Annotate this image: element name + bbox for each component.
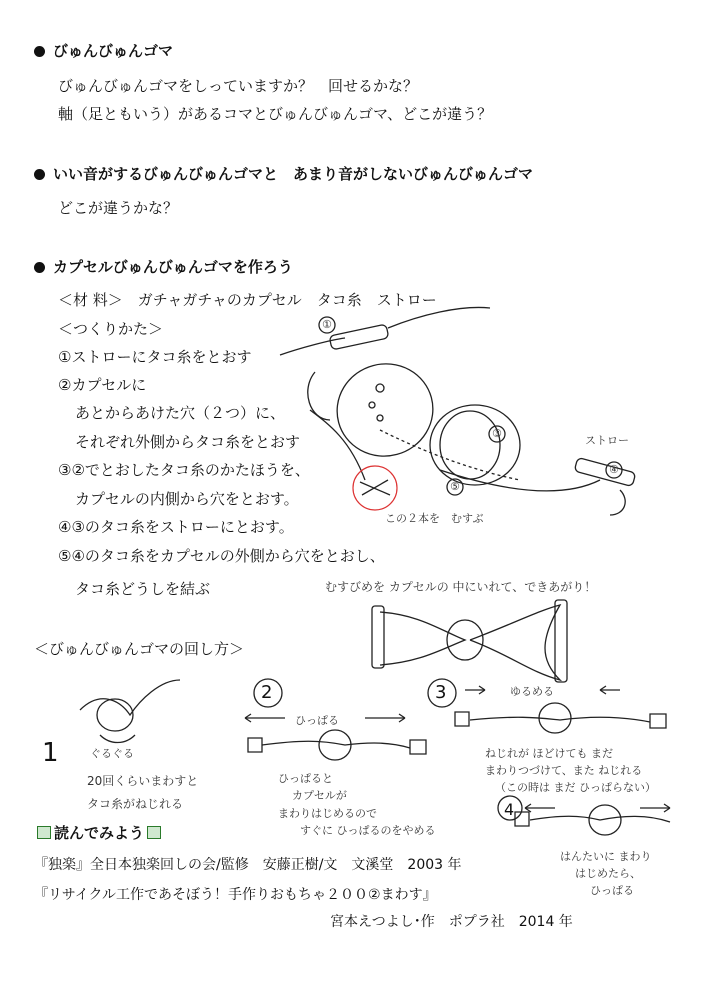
step-line: ①ストローにタコ糸をとおす xyxy=(58,348,252,366)
section-heading-2 xyxy=(34,163,533,184)
step4-text-a: はんたいに まわり xyxy=(560,850,652,863)
step-line: タコ糸どうしを結ぶ xyxy=(75,580,211,598)
step2-text-b: カプセルが xyxy=(292,789,347,802)
step-line: ④③のタコ糸をストローにとおす。 xyxy=(58,518,294,536)
section1-line1: びゅんびゅんゴマをしっていますか？ 回せるかな？ xyxy=(58,77,419,95)
diagram-num-5: ⑤ xyxy=(450,480,460,493)
diagram-num-4: ④ xyxy=(609,463,619,476)
step2-text-a: ひっぱると xyxy=(278,772,333,785)
step3-loosen: ゆるめる xyxy=(510,685,554,698)
step1-number: 1 xyxy=(42,738,59,768)
step2-pull: ひっぱる xyxy=(295,714,339,727)
step2-text-c: まわりはじめるので xyxy=(278,807,377,820)
reference-1: 『独楽』全日本独楽回しの会/監修 安藤正樹/文 文溪堂 2003 年 xyxy=(34,857,462,873)
finish-note: むすびめを カプセルの 中にいれて、できあがり！ xyxy=(325,580,597,594)
step-line: ②カプセルに xyxy=(58,376,147,394)
step-line: それぞれ外側からタコ糸をとおす xyxy=(75,433,301,451)
step-line: ③②でとおしたタコ糸のかたほうを、 xyxy=(58,461,310,479)
step3-text-b: まわりつづけて、また ねじれる xyxy=(485,764,643,777)
bullet-icon xyxy=(34,262,45,273)
section-heading-3 xyxy=(34,256,293,277)
section1-line2: 軸（足ともいう）があるコマとびゅんびゅんゴマ、どこが違う？ xyxy=(58,105,493,123)
reading-heading-text: 読んでみよう xyxy=(54,824,145,842)
straw-label: ストロー xyxy=(585,434,629,447)
diagram-num-3: ③ xyxy=(492,427,502,440)
reading-heading xyxy=(34,822,164,843)
heading-text: びゅんびゅんゴマ xyxy=(53,42,174,60)
heading-text: カプセルびゅんびゅんゴマを作ろう xyxy=(53,258,293,276)
step4-text-b: はじめたら、 xyxy=(575,867,641,880)
howto-label: ＜つくりかた＞ xyxy=(58,320,164,338)
step4-text-c: ひっぱる xyxy=(590,884,634,897)
step2-text-d: すぐに ひっぱるのをやめる xyxy=(300,824,436,837)
section2-line1: どこが違うかな？ xyxy=(58,199,179,217)
bullet-icon xyxy=(34,46,45,57)
heading-text: いい音がするびゅんびゅんゴマと あまり音がしないびゅんびゅんゴマ xyxy=(53,165,534,183)
step1-text-b: 20回くらいまわすと xyxy=(87,774,199,788)
reference-3: 宮本えつよし･作 ポプラ社 2014 年 xyxy=(330,914,573,930)
section-heading-1 xyxy=(34,40,173,61)
step-line: あとからあけた穴（２つ）に、 xyxy=(75,404,286,422)
step1-text-a: ぐるぐる xyxy=(90,747,134,760)
step-line: ⑤④のタコ糸をカプセルの外側から穴をとおし、 xyxy=(58,547,385,565)
step2-number: 2 xyxy=(261,682,273,703)
spin-method-heading: ＜びゅんびゅんゴマの回し方＞ xyxy=(34,640,245,658)
book-icon xyxy=(37,826,51,839)
tie-note: この２本を むすぶ xyxy=(385,512,484,525)
diagram-num-1: ① xyxy=(322,318,332,331)
materials-line: ＜材 料＞ ガチャガチャのカプセル タコ糸 ストロー xyxy=(58,291,437,309)
step3-text-a: ねじれが ほどけても まだ xyxy=(485,747,613,760)
step-line: カプセルの内側から穴をとおす。 xyxy=(75,490,299,508)
bullet-icon xyxy=(34,169,45,180)
step3-text-c: （この時は まだ ひっぱらない） xyxy=(495,781,656,794)
step3-number: 3 xyxy=(435,682,447,703)
book-icon xyxy=(147,826,161,839)
step4-number: 4 xyxy=(504,800,515,819)
reference-2: 『リサイクル工作であそぼう！手作りおもちゃ２００②まわす』 xyxy=(34,887,437,903)
step1-text-c: タコ糸がねじれる xyxy=(87,797,184,811)
